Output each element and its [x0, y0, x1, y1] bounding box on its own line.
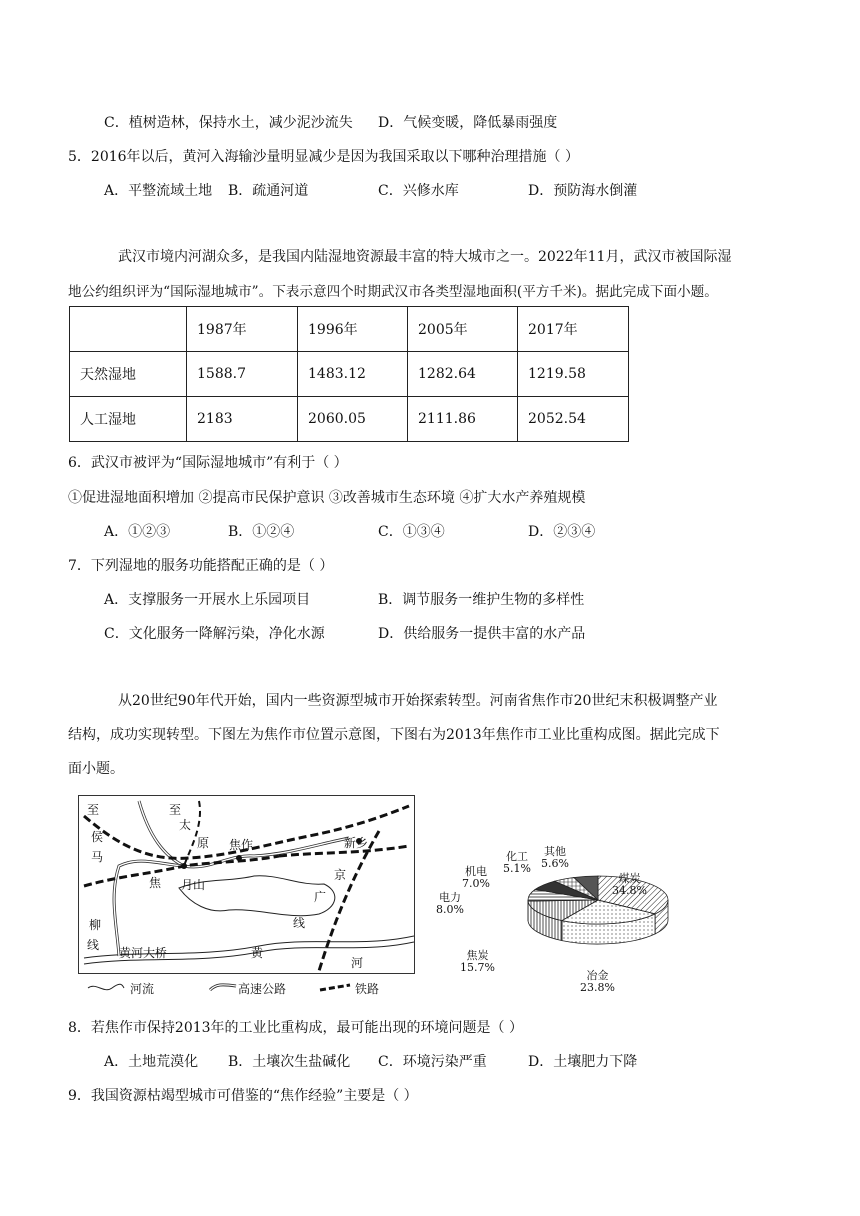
pie-label-electromech [462, 866, 490, 890]
passage3-line2: 结构，成功实现转型。下图左为焦作市位置示意图，下图右为2013年焦作市工业比重构成图。据此完成下 [68, 727, 720, 743]
legend-river-label: 河流 [130, 982, 155, 996]
river-legend-icon [86, 982, 126, 994]
table-cell: 人工湿地 [70, 397, 187, 442]
q9-stem: 9．我国资源枯竭型城市可借鉴的“焦作经验”主要是（ ） [68, 1088, 418, 1104]
map-label: 至 [169, 803, 182, 817]
q4-option-d: D．气候变暖，降低暴雨强度 [378, 115, 558, 131]
q5-option-a: A．平整流域土地 [104, 183, 213, 199]
table-cell: 2111.86 [408, 397, 518, 442]
pie-top [528, 876, 668, 924]
railway-legend-icon [318, 982, 352, 994]
pie-label-name: 机电 [464, 865, 487, 878]
table-row [70, 352, 629, 397]
table-cell: 1483.12 [298, 352, 408, 397]
pie-label-value: 23.8% [580, 981, 615, 994]
pie-label-value: 7.0% [462, 877, 490, 890]
table-header-cell: 1987年 [187, 307, 298, 352]
pie-label-name: 其他 [543, 845, 566, 858]
pie-label-other [541, 846, 569, 870]
q8-option-b: B．土壤次生盐碱化 [228, 1054, 351, 1070]
highway-legend-icon [208, 982, 238, 994]
q4-option-c: C．植树造林，保持水土，减少泥沙流失 [104, 115, 353, 131]
passage2-line1: 武汉市境内河湖众多，是我国内陆湿地资源最丰富的特大城市之一。2022年11月，武汉市被国际湿 [118, 249, 732, 265]
pie-label-name: 煤炭 [618, 872, 641, 885]
pie-label-value: 8.0% [436, 903, 464, 916]
map-label: 线 [87, 938, 100, 952]
map-label: 新乡 [344, 836, 369, 850]
pie-label-power [436, 892, 464, 916]
pie-label-value: 15.7% [460, 961, 495, 974]
pie-label-value: 5.6% [541, 857, 569, 870]
q6-option-d: D．②③④ [528, 524, 596, 540]
q7-stem: 7．下列湿地的服务功能搭配正确的是（ ） [68, 558, 334, 574]
pie-label-metallurgy [580, 970, 615, 994]
q6-stem: 6．武汉市被评为“国际湿地城市”有利于（ ） [68, 455, 348, 471]
q7-option-b: B．调节服务一维护生物的多样性 [378, 592, 585, 608]
legend-highway-label: 高速公路 [238, 982, 287, 996]
passage3-line3: 面小题。 [68, 761, 124, 777]
table-header-row [70, 307, 629, 352]
location-map [78, 795, 415, 974]
q8-option-a: A．土地荒漠化 [104, 1054, 199, 1070]
table-cell: 1219.58 [518, 352, 629, 397]
map-label: 柳 [89, 918, 102, 932]
table-cell: 1588.7 [187, 352, 298, 397]
map-label: 河 [351, 956, 364, 970]
map-label: 焦 [149, 876, 162, 890]
map-label: 侯 [91, 830, 104, 844]
q5-option-d: D．预防海水倒灌 [528, 183, 638, 199]
pie-label-coke [460, 950, 495, 974]
table-cell: 天然湿地 [70, 352, 187, 397]
map-label: 至 [87, 803, 100, 817]
map-label: 京 [334, 868, 347, 882]
pie-label-coal [612, 873, 647, 897]
table-header-cell: 1996年 [298, 307, 408, 352]
passage2-line2: 地公约组织评为“国际湿地城市”。下表示意四个时期武汉市各类型湿地面积(平方千米)。据此完成下面小题。 [68, 284, 718, 300]
q8-option-d: D．土壤肥力下降 [528, 1054, 638, 1070]
map-label: 广 [314, 890, 327, 904]
q5-option-c: C．兴修水库 [378, 183, 459, 199]
q7-option-d: D．供给服务一提供丰富的水产品 [378, 626, 586, 642]
pie-label-name: 电力 [438, 891, 461, 904]
wetland-table [69, 306, 629, 442]
pie-label-value: 34.8% [612, 884, 647, 897]
city-dot [181, 863, 187, 869]
table-header-cell: 2005年 [408, 307, 518, 352]
pie-label-value: 5.1% [503, 862, 531, 875]
table-header-cell: 2017年 [518, 307, 629, 352]
map-label: 黄 [251, 946, 264, 960]
map-label: 原 [197, 836, 210, 850]
table-cell: 2183 [187, 397, 298, 442]
legend-railway-label: 铁路 [355, 982, 380, 996]
q6-option-a: A．①②③ [104, 524, 171, 540]
q6-items: ①促进湿地面积增加 ②提高市民保护意识 ③改善城市生态环境 ④扩大水产养殖规模 [68, 490, 586, 506]
q7-option-c: C．文化服务一降解污染，净化水源 [104, 626, 325, 642]
table-cell: 2052.54 [518, 397, 629, 442]
q5-stem: 5．2016年以后，黄河入海输沙量明显减少是因为我国采取以下哪种治理措施（ ） [68, 149, 579, 165]
q7-option-a: A．支撑服务一开展水上乐园项目 [104, 592, 311, 608]
table-cell: 2060.05 [298, 397, 408, 442]
pie-label-chemical [503, 851, 531, 875]
map-label: 太 [179, 818, 192, 832]
table-header-cell [70, 307, 187, 352]
city-dot [236, 855, 242, 861]
q8-stem: 8．若焦作市保持2013年的工业比重构成，最可能出现的环境问题是（ ） [68, 1020, 523, 1036]
passage3-line1: 从20世纪90年代开始，国内一些资源型城市开始探索转型。河南省焦作市20世纪末积极调整产业 [118, 693, 718, 709]
q8-option-c: C．环境污染严重 [378, 1054, 487, 1070]
q6-option-c: C．①③④ [378, 524, 445, 540]
pie-label-name: 冶金 [586, 969, 609, 982]
q6-option-b: B．①②④ [228, 524, 295, 540]
map-label: 黄河大桥 [119, 946, 168, 960]
pie-label-name: 焦炭 [466, 949, 489, 962]
table-cell: 1282.64 [408, 352, 518, 397]
q5-option-b: B．疏通河道 [228, 183, 309, 199]
pie-label-name: 化工 [505, 850, 528, 863]
table-row [70, 397, 629, 442]
map-label: 马 [91, 850, 104, 864]
map-label: 月山 [181, 878, 206, 892]
map-label: 焦作 [229, 838, 254, 852]
map-label: 线 [293, 916, 306, 930]
